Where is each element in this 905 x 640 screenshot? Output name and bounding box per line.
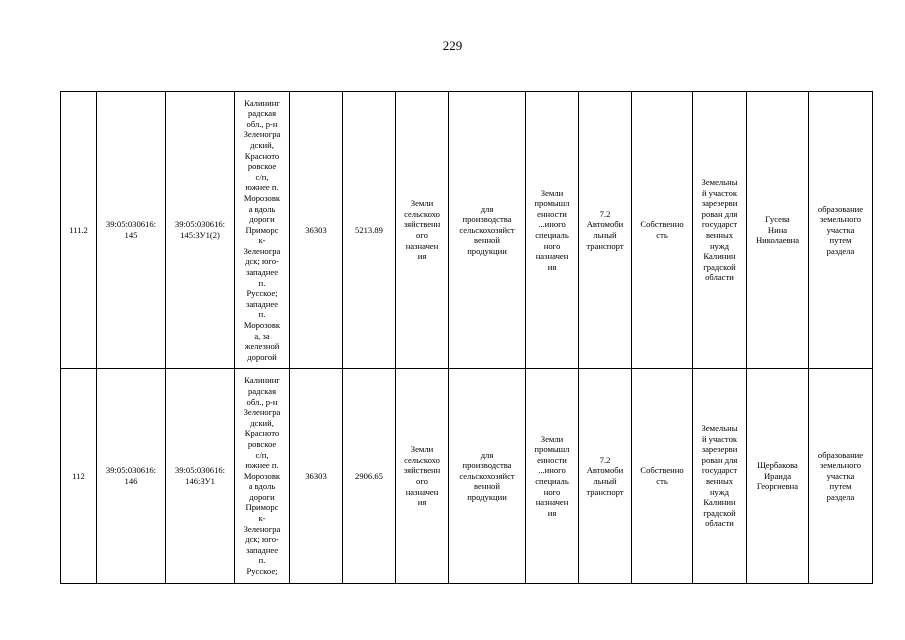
new-permitted-use-cell-line: льный bbox=[593, 230, 617, 240]
new-land-category-cell-line: Земли bbox=[540, 187, 564, 198]
new-land-category-cell-line: ...иного bbox=[538, 465, 566, 476]
land-category-cell-line: назначен bbox=[405, 486, 439, 497]
new-land-category-cell-line: промышл bbox=[534, 444, 570, 455]
address-cell-line: к- bbox=[258, 513, 266, 524]
new-permitted-use-cell bbox=[579, 92, 632, 369]
parent-cadastral-number-cell-line: 39:05:030616: bbox=[105, 465, 157, 476]
land-category-cell-line: ого bbox=[416, 230, 428, 240]
owner-cell-line: Гусева bbox=[765, 214, 790, 225]
table-row bbox=[61, 92, 873, 369]
address-cell-line: п. bbox=[258, 277, 266, 288]
new-permitted-use-cell-line: льный bbox=[593, 476, 617, 486]
note-cell-line: рован для bbox=[701, 208, 738, 219]
code-cell: 36303 bbox=[290, 92, 343, 369]
new-permitted-use-cell-line: транспорт bbox=[586, 486, 624, 497]
new-land-category-cell bbox=[526, 369, 579, 584]
new-land-category-cell-lines bbox=[527, 188, 577, 273]
address-cell-line: дск; юго- bbox=[245, 534, 279, 545]
new-land-category-cell-lines bbox=[527, 434, 577, 519]
address-cell-line: к- bbox=[258, 235, 266, 246]
address-cell-line: Морозовк bbox=[243, 470, 281, 481]
new-permitted-use-cell bbox=[579, 369, 632, 584]
parent-cadastral-number-cell-lines bbox=[98, 219, 164, 240]
address-cell-line: п. bbox=[258, 555, 266, 566]
new-land-category-cell-line: ...иного bbox=[538, 219, 566, 230]
action-cell-line: раздела bbox=[826, 245, 855, 256]
new-cadastral-number-cell-line: 145:ЗУ1(2) bbox=[180, 230, 220, 240]
owner-cell-line: Ираида bbox=[763, 470, 792, 481]
new-permitted-use-cell-line: Автомоби bbox=[586, 465, 624, 476]
address-cell-line: а, за bbox=[254, 330, 270, 341]
new-cadastral-number-cell bbox=[166, 92, 235, 369]
address-cell-line: западнее bbox=[245, 298, 279, 309]
row-number-cell: 112 bbox=[61, 369, 97, 584]
address-cell-line: Зеленогра bbox=[243, 407, 281, 418]
owner-cell bbox=[747, 92, 809, 369]
action-cell-line: земельного bbox=[819, 460, 862, 471]
action-cell-lines bbox=[810, 204, 871, 257]
permitted-use-cell-line: венной bbox=[474, 235, 500, 246]
owner-cell-line: Георгиевна bbox=[756, 481, 799, 492]
note-cell-line: й участок bbox=[701, 187, 738, 198]
address-cell-line: Русское; bbox=[246, 288, 278, 299]
land-category-cell-line: Земли bbox=[410, 198, 434, 209]
land-category-cell-lines bbox=[397, 444, 447, 508]
permitted-use-cell-line: продукции bbox=[467, 245, 507, 256]
action-cell-lines bbox=[810, 450, 871, 503]
land-category-cell-line: зяйственн bbox=[403, 219, 441, 230]
permitted-use-cell-lines bbox=[450, 450, 524, 503]
area-cell: 2906.65 bbox=[343, 369, 396, 584]
new-cadastral-number-cell-line: 39:05:030616: bbox=[174, 465, 226, 476]
new-permitted-use-cell-line: транспорт bbox=[586, 240, 624, 251]
new-land-category-cell bbox=[526, 92, 579, 369]
address-cell bbox=[235, 92, 290, 369]
land-category-cell bbox=[396, 92, 449, 369]
parent-cadastral-number-cell-line: 145 bbox=[124, 230, 138, 240]
permitted-use-cell-line: продукции bbox=[467, 491, 507, 502]
action-cell-line: образование bbox=[817, 203, 864, 214]
action-cell-line: образование bbox=[817, 449, 864, 460]
new-cadastral-number-cell bbox=[166, 369, 235, 584]
new-permitted-use-cell-line: 7.2 bbox=[599, 208, 611, 219]
note-cell-lines bbox=[694, 177, 745, 283]
address-cell-line: дск; юго- bbox=[245, 256, 279, 267]
owner-cell-line: Нина bbox=[767, 224, 788, 235]
new-cadastral-number-cell-lines bbox=[167, 465, 233, 486]
address-cell-line: Красното bbox=[244, 150, 280, 161]
action-cell bbox=[809, 92, 873, 369]
new-land-category-cell-line: назначен bbox=[535, 497, 569, 508]
new-land-category-cell-line: Земли bbox=[540, 433, 564, 444]
permitted-use-cell-lines bbox=[450, 204, 524, 257]
new-cadastral-number-cell-line: 39:05:030616: bbox=[174, 219, 226, 230]
address-cell-line: Приморс bbox=[245, 502, 279, 513]
owner-cell-line: Щербакова bbox=[757, 460, 798, 471]
owner-cell-lines bbox=[748, 460, 807, 492]
land-category-cell-line: сельскохо bbox=[404, 208, 440, 219]
land-category-cell-line: зяйственн bbox=[403, 465, 441, 476]
address-cell-line: Морозовк bbox=[243, 192, 281, 203]
note-cell-line: градской bbox=[703, 507, 736, 518]
right-type-cell bbox=[632, 369, 693, 584]
land-category-cell-line: назначен bbox=[405, 240, 439, 251]
address-cell-lines bbox=[235, 98, 289, 363]
address-cell-line: обл., р-н bbox=[246, 118, 278, 129]
land-category-cell bbox=[396, 369, 449, 584]
owner-cell-line: Николаевна bbox=[755, 235, 800, 246]
address-cell-line: дороги bbox=[249, 491, 275, 502]
parent-cadastral-number-cell-line: 39:05:030616: bbox=[105, 219, 157, 230]
address-cell-line: Калининг bbox=[244, 375, 280, 386]
address-cell bbox=[235, 369, 290, 584]
new-cadastral-number-cell-line: 146:ЗУ1 bbox=[185, 476, 215, 486]
address-cell-line: п. bbox=[258, 309, 266, 320]
new-land-category-cell-line: ного bbox=[543, 486, 561, 497]
right-type-cell-line: Собственно bbox=[640, 219, 684, 230]
permitted-use-cell-line: для bbox=[480, 449, 494, 460]
note-cell-line: рован для bbox=[701, 454, 738, 465]
note-cell bbox=[693, 369, 747, 584]
address-cell-line: Морозовк bbox=[243, 320, 281, 331]
address-cell-line: а вдоль bbox=[248, 481, 276, 492]
page-number: 229 bbox=[442, 38, 463, 53]
action-cell-line: путем bbox=[829, 235, 852, 246]
address-cell-line: ровское bbox=[247, 438, 277, 449]
address-cell-line: западнее bbox=[245, 267, 279, 278]
address-cell-line: а вдоль bbox=[248, 203, 276, 214]
note-cell-line: зарезерви bbox=[701, 198, 738, 209]
area-cell: 5213.89 bbox=[343, 92, 396, 369]
note-cell-line: нужд bbox=[709, 486, 730, 497]
new-land-category-cell-line: ного bbox=[543, 240, 561, 251]
note-cell-line: Калинин bbox=[703, 497, 736, 508]
address-cell-line: дороги bbox=[249, 214, 275, 225]
note-cell-line: венных bbox=[705, 476, 734, 486]
note-cell-line: Земельны bbox=[701, 177, 738, 188]
address-cell-line: дский, bbox=[250, 139, 274, 150]
address-cell-line: радская bbox=[247, 108, 277, 119]
land-category-cell-lines bbox=[397, 198, 447, 262]
action-cell-line: участка bbox=[826, 470, 855, 481]
parent-cadastral-number-cell-lines bbox=[98, 465, 164, 486]
note-cell-line: области bbox=[705, 518, 734, 529]
new-permitted-use-cell-line: 7.2 bbox=[599, 454, 611, 465]
action-cell-line: земельного bbox=[819, 214, 862, 225]
new-permitted-use-cell-lines bbox=[580, 455, 630, 497]
permitted-use-cell-line: сельскохозяйст bbox=[459, 224, 515, 235]
permitted-use-cell bbox=[449, 369, 526, 584]
new-land-category-cell-line: назначен bbox=[535, 251, 569, 262]
land-category-cell-line: ия bbox=[417, 497, 427, 508]
action-cell bbox=[809, 369, 873, 584]
note-cell-line: нужд bbox=[709, 240, 730, 251]
land-category-cell-line: ия bbox=[417, 251, 427, 262]
note-cell-line: й участок bbox=[701, 433, 738, 444]
new-land-category-cell-line: специаль bbox=[535, 476, 569, 486]
address-cell-lines bbox=[235, 375, 289, 576]
address-cell-line: Зеленогра bbox=[243, 245, 281, 256]
right-type-cell-line: Собственно bbox=[640, 465, 684, 476]
right-type-cell-line: сть bbox=[656, 476, 668, 486]
land-category-cell-line: ого bbox=[416, 476, 428, 486]
note-cell-line: градской bbox=[703, 261, 736, 272]
land-plots-table bbox=[60, 91, 873, 584]
new-cadastral-number-cell-lines bbox=[167, 219, 233, 240]
new-permitted-use-cell-lines bbox=[580, 209, 630, 251]
parent-cadastral-number-cell-line: 146 bbox=[124, 476, 138, 486]
new-land-category-cell-line: промышл bbox=[534, 198, 570, 209]
address-cell-line: южнее п. bbox=[245, 460, 279, 471]
new-permitted-use-cell-line: Автомоби bbox=[586, 219, 624, 230]
right-type-cell-lines bbox=[633, 465, 691, 486]
new-land-category-cell-line: енности bbox=[537, 454, 567, 465]
right-type-cell bbox=[632, 92, 693, 369]
note-cell-line: венных bbox=[705, 230, 734, 240]
row-number-cell: 111.2 bbox=[61, 92, 97, 369]
permitted-use-cell-line: венной bbox=[474, 481, 500, 492]
address-cell-line: Зеленогра bbox=[243, 523, 281, 534]
address-cell-line: Зеленогра bbox=[243, 129, 281, 140]
permitted-use-cell-line: для bbox=[480, 203, 494, 214]
action-cell-line: путем bbox=[829, 481, 852, 492]
address-cell-line: южнее п. bbox=[245, 182, 279, 193]
owner-cell-lines bbox=[748, 214, 807, 246]
new-land-category-cell-line: енности bbox=[537, 208, 567, 219]
table-row bbox=[61, 369, 873, 584]
new-land-category-cell-line: ия bbox=[547, 507, 557, 518]
parent-cadastral-number-cell bbox=[97, 92, 166, 369]
owner-cell bbox=[747, 369, 809, 584]
note-cell-line: государст bbox=[701, 465, 738, 476]
right-type-cell-lines bbox=[633, 219, 691, 240]
note-cell bbox=[693, 92, 747, 369]
code-cell: 36303 bbox=[290, 369, 343, 584]
action-cell-line: раздела bbox=[826, 491, 855, 502]
right-type-cell-line: сть bbox=[656, 230, 668, 240]
permitted-use-cell-line: производства bbox=[462, 460, 512, 471]
parent-cadastral-number-cell bbox=[97, 369, 166, 584]
address-cell-line: с/п, bbox=[255, 449, 269, 460]
note-cell-line: Калинин bbox=[703, 251, 736, 262]
address-cell-line: радская bbox=[247, 385, 277, 396]
table-body bbox=[61, 92, 873, 584]
address-cell-line: обл., р-н bbox=[246, 396, 278, 407]
note-cell-lines bbox=[694, 423, 745, 529]
address-cell-line: ровское bbox=[247, 161, 277, 172]
permitted-use-cell-line: сельскохозяйст bbox=[459, 470, 515, 481]
land-category-cell-line: Земли bbox=[410, 444, 434, 455]
permitted-use-cell bbox=[449, 92, 526, 369]
address-cell-line: железной bbox=[244, 341, 280, 352]
address-cell-line: с/п, bbox=[255, 171, 269, 182]
address-cell-line: Калининг bbox=[244, 97, 280, 108]
address-cell-line: дский, bbox=[250, 417, 274, 428]
action-cell-line: участка bbox=[826, 224, 855, 235]
address-cell-line: Приморс bbox=[245, 224, 279, 235]
new-land-category-cell-line: ия bbox=[547, 261, 557, 272]
note-cell-line: области bbox=[705, 272, 734, 283]
address-cell-line: западнее bbox=[245, 544, 279, 555]
address-cell-line: дорогой bbox=[247, 351, 277, 362]
permitted-use-cell-line: производства bbox=[462, 214, 512, 225]
note-cell-line: Земельны bbox=[701, 423, 738, 434]
new-land-category-cell-line: специаль bbox=[535, 230, 569, 240]
land-category-cell-line: сельскохо bbox=[404, 454, 440, 465]
address-cell-line: Русское; bbox=[246, 566, 278, 577]
note-cell-line: государст bbox=[701, 219, 738, 230]
note-cell-line: зарезерви bbox=[701, 444, 738, 455]
address-cell-line: Красното bbox=[244, 428, 280, 439]
